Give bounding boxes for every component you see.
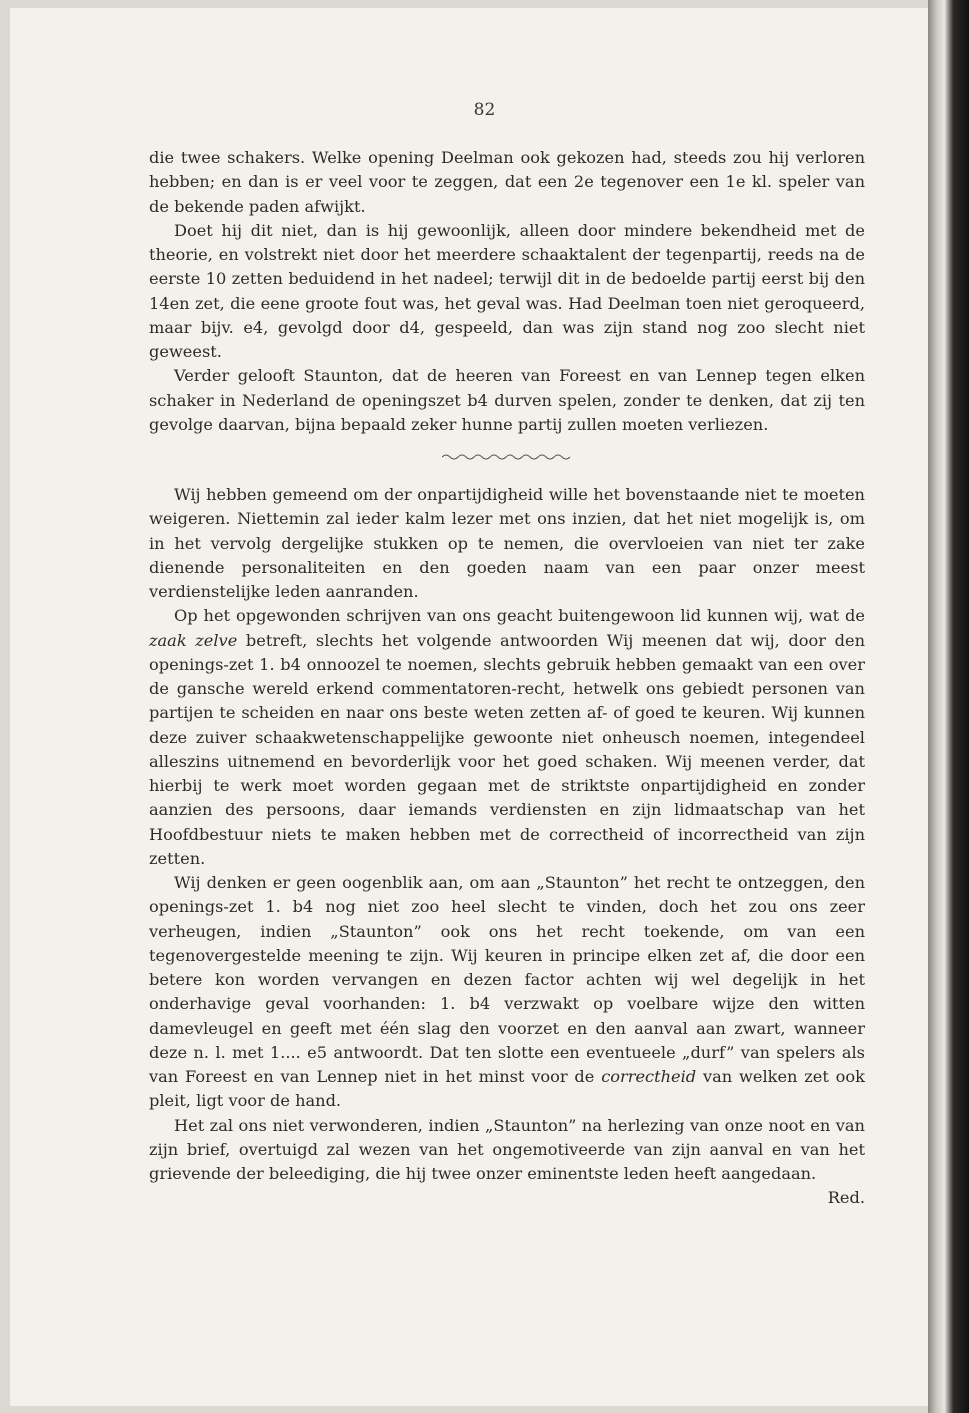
paragraph-5 — [149, 604, 865, 871]
paragraph-1: die twee schakers. Welke opening Deelman ook gekozen had, steeds zou hij verloren hebben; en dan is er veel voor te zeggen, dat een 2e tegenover een 1e kl. speler van de bekende paden afwijkt. — [149, 148, 865, 216]
paragraph-6-italic: correctheid — [601, 1067, 697, 1086]
paragraph-3: Verder gelooft Staunton, dat de heeren van Foreest en van Lennep tegen elken schaker in Nederland de openingszet b4 durven spelen, zonder te denken, dat zij ten gevolge daarvan, bijna bepaald zeker hunne partij zullen moeten verliezen. — [149, 366, 865, 434]
paragraph-7 — [149, 1114, 865, 1208]
signature: Red. — [827, 1188, 865, 1208]
paragraph-5-part-b: betreft, slechts het volgende antwoorden Wij meenen dat wij, door den openings-zet 1. b4 onnoozel te noemen, slechts gebruik hebben gemaakt van een over de gansche wereld erkend commentatoren-recht, hetwelk ons gebiedt personen van partijen te scheiden en naar ons beste weten zetten af- of goed te keuren. Wij kunnen deze zuiver schaakwetenschappelijke gewoonte niet onheusch noemen, integendeel alleszins uitnemend en bevorderlijk voor het goed schaken. Wij meenen verder, dat hierbij te werk moet worden gegaan met de striktste onpartijdigheid en zonder aanzien des persoons, daar iemands verdiensten en zijn lidmaatschap van het Hoofdbestuur niets te maken hebben met de correctheid of incorrectheid van zijn zetten. — [149, 630, 865, 868]
paragraph-6-part-b: van welken zet ook pleit, ligt voor de hand. — [149, 1067, 865, 1111]
ornamental-divider — [149, 441, 865, 473]
page-number: 82 — [473, 100, 496, 120]
paragraph-2: Doet hij dit niet, dan is hij gewoonlijk, alleen door mindere bekendheid met de theorie, en volstrekt niet door het meerdere schaaktalent der tegenpartij, reeds na de eerste 10 zetten beduidend in het nadeel; terwijl dit in de bedoelde partij eerst bij den 14en zet, die eene groote fout was, het geval was. Had Deelman toen niet geroqueerd, maar bijv. e4, gevolgd door d4, gespeeld, dan was zijn stand nog zoo slecht niet geweest. — [149, 220, 865, 361]
paragraph-6-part-a: Wij denken er geen oogenblik aan, om aan „Staunton” het recht te ontzeggen, den openings-zet 1. b4 nog niet zoo heel slecht te vinden, doch het zou ons zeer verheugen, indien „Staunton” ook ons het recht toekende, om van een tegenovergestelde meening te zijn. Wij keuren in principe elken zet af, die door een betere kon worden vervangen en dezen factor achten wij wel degelijk in het onderhavige geval voorhanden: 1. b4 verzwakt op voelbare wijze den witten damevleugel en geeft met één slag den voorzet en den aanval aan zwart, wanneer deze n. l. met 1.... e5 antwoordt. Dat ten slotte een eventueele „durf” van spelers als van Foreest en van Lennep niet in het minst voor de — [149, 873, 865, 1086]
paragraph-6 — [149, 871, 865, 1114]
paragraph-5-italic: zaak zelve — [149, 630, 238, 650]
paragraph-7-text: Het zal ons niet verwonderen, indien „Staunton” na herlezing van onze noot en van zijn brief, overtuigd zal wezen van het ongemotiveerde van zijn aanval en van het grievende der beleediging, die hij twee onzer eminentste leden heeft aangedaan. — [149, 1115, 865, 1183]
paragraph-4: Wij hebben gemeend om der onpartijdigheid wille het bovenstaande niet te moeten weigeren. Niettemin zal ieder kalm lezer met ons inzien, dat het niet mogelijk is, om in het vervolg dergelijke stukken op te nemen, die overvloeien van niet ter zake dienende personaliteiten en den goeden naam van een paar onzer meest verdienstelijke leden aanranden. — [149, 485, 865, 601]
body-text — [149, 146, 865, 1211]
book-spine-shadow — [928, 0, 969, 1413]
paragraph-5-part-a: Op het opgewonden schrijven van ons geacht buitengewoon lid kunnen wij, wat de — [174, 606, 865, 626]
wavy-rule-icon — [442, 452, 572, 462]
